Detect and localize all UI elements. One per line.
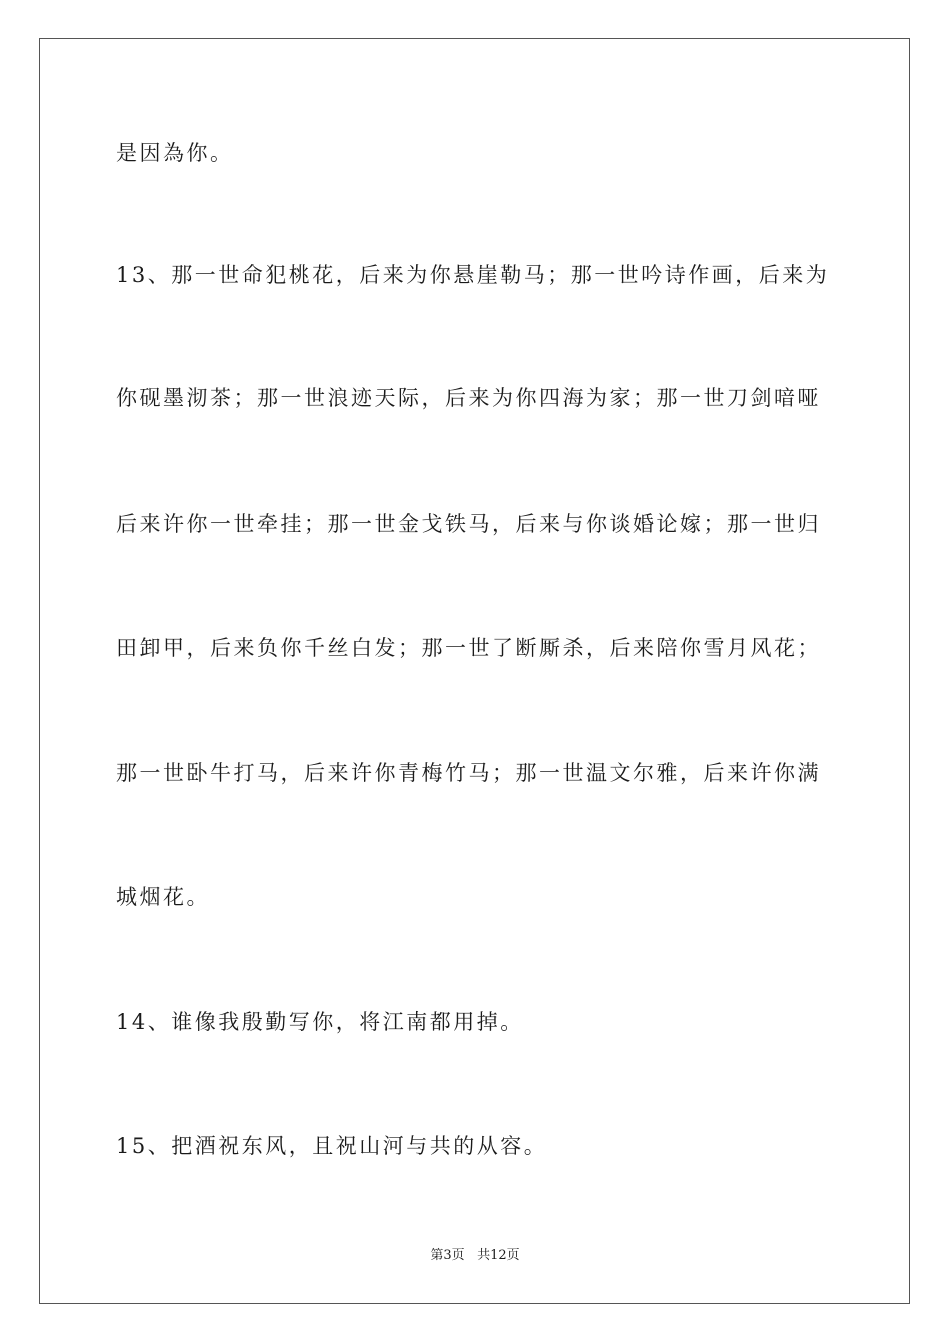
text-line: 15、把酒祝东风，且祝山河与共的从容。 [116, 1134, 548, 1158]
page-number: 第3页 [430, 1248, 465, 1263]
text-line: 田卸甲，后来负你千丝白发；那一世了断厮杀，后来陪你雪月风花； [116, 636, 821, 660]
text-line: 你砚墨沏茶；那一世浪迹天际，后来为你四海为家；那一世刀剑喑哑 [116, 386, 821, 410]
page-frame [39, 38, 910, 1304]
page-footer [0, 1246, 950, 1266]
text-line: 是因為你。 [116, 141, 234, 165]
text-line: 13、那一世命犯桃花，后来为你悬崖勒马；那一世吟诗作画，后来为 [116, 263, 830, 287]
text-line: 那一世卧牛打马，后来许你青梅竹马；那一世温文尔雅，后来许你满 [116, 761, 821, 785]
page-total: 共12页 [477, 1248, 520, 1263]
text-line: 后来许你一世牵挂；那一世金戈铁马，后来与你谈婚论嫁；那一世归 [116, 512, 821, 536]
text-line: 城烟花。 [116, 885, 210, 909]
text-line: 14、谁像我殷勤写你，将江南都用掉。 [116, 1010, 524, 1034]
